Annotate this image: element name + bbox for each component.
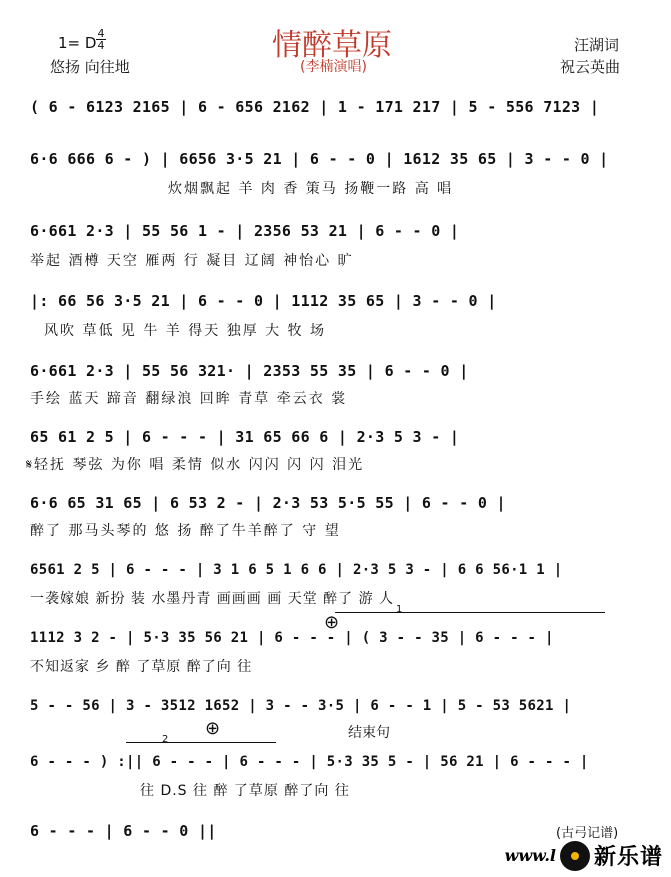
score-row-1-notes: ( 6 - 6123 2165 | 6 - 656 2162 | 1 - 171 217 | 5 - 556 7123 | <box>30 98 600 116</box>
coda-sign-icon: ⊕ <box>324 612 340 633</box>
score-row-8-lyrics: 一袭嫁娘 新扮 装 水墨丹青 画画画 画 天堂 醉了 游 人 <box>30 591 395 607</box>
key-signature: 1= D <box>58 34 97 52</box>
time-signature-bottom: 4 <box>97 39 105 52</box>
score-row-2-lyrics: 炊烟飘起 羊 肉 香 策马 扬鞭一路 高 唱 <box>168 181 454 197</box>
transcriber-credit: (古弓记谱) <box>556 826 619 841</box>
time-signature <box>96 28 106 51</box>
score-row-4-notes: |: 66 56 3·5 21 | 6 - - 0 | 1112 35 65 | 3 - - 0 | <box>30 292 497 310</box>
score-row-3-lyrics: 举起 酒樽 天空 雁两 行 凝目 辽阔 神怡心 旷 <box>30 253 354 269</box>
volta-1-label: 1 <box>396 604 403 615</box>
composer: 祝云英曲 <box>560 58 621 76</box>
score-row-5-lyrics: 手绘 蓝天 蹄音 翻绿浪 回眸 青草 牵云衣 裳 <box>30 391 348 407</box>
score-row-8-notes: 6561 2 5 | 6 - - - | 3 1 6 5 1 6 6 | 2·3 5 3 - | 6 6 56·1 1 | <box>30 562 563 578</box>
site-url: www.l <box>504 846 556 865</box>
score-row-9-notes: 1112 3 2 - | 5·3 35 56 21 | 6 - - - | ( 3 - - 35 | 6 - - - | <box>30 630 554 646</box>
score-row-11-lyrics: 往 D.S 往 醉 了草原 醉了向 往 <box>140 783 350 799</box>
score-row-5-notes: 6·661 2·3 | 55 56 321· | 2353 55 35 | 6 - - 0 | <box>30 362 469 380</box>
volta-2-bracket <box>126 742 276 743</box>
site-logo <box>505 840 663 871</box>
volta-2-label: 2 <box>162 734 169 745</box>
score-row-4-lyrics: 风吹 草低 见 牛 羊 得天 独厚 大 牧 场 <box>44 323 327 339</box>
ending-label: 结束句 <box>348 725 390 741</box>
music-disc-icon <box>560 841 590 871</box>
score-row-7-lyrics: 醉了 那马头琴的 悠 扬 醉了牛羊醉了 守 望 <box>30 523 341 539</box>
tempo-marking: 悠扬 向往地 <box>50 58 130 76</box>
score-row-2-notes: 6·6 666 6 - ) | 6656 3·5 21 | 6 - - 0 | 1612 35 65 | 3 - - 0 | <box>30 150 609 168</box>
score-row-6-notes: 65 61 2 5 | 6 - - - | 31 65 66 6 | 2·3 5 3 - | <box>30 428 460 446</box>
score-row-7-notes: 6·6 65 31 65 | 6 53 2 - | 2·3 53 5·5 55 | 6 - - 0 | <box>30 494 506 512</box>
performer: (李楠演唱) <box>300 59 367 75</box>
time-signature-top: 4 <box>97 27 105 40</box>
score-row-3-notes: 6·661 2·3 | 55 56 1 - | 2356 53 21 | 6 - - 0 | <box>30 222 460 240</box>
score-row-9-lyrics: 不知返家 乡 醉 了草原 醉了向 往 <box>30 659 253 675</box>
song-title: 情醉草原 <box>272 28 392 63</box>
coda-sign-icon: ⊕ <box>205 718 221 739</box>
score-row-12-notes: 6 - - - | 6 - - 0 || <box>30 822 217 840</box>
site-name: 新乐谱 <box>593 845 663 870</box>
score-row-6-lyrics: 𝄋轻抚 琴弦 为你 唱 柔情 似水 闪闪 闪 闪 泪光 <box>26 457 365 473</box>
score-row-11-notes: 6 - - - ) :|| 6 - - - | 6 - - - | 5·3 35 5 - | 56 21 | 6 - - - | <box>30 754 589 770</box>
score-row-10-notes: 5 - - 56 | 3 - 3512 1652 | 3 - - 3·5 | 6 - - 1 | 5 - 53 5621 | <box>30 698 572 714</box>
lyricist: 汪湖词 <box>574 36 620 54</box>
volta-1-bracket <box>335 612 605 613</box>
